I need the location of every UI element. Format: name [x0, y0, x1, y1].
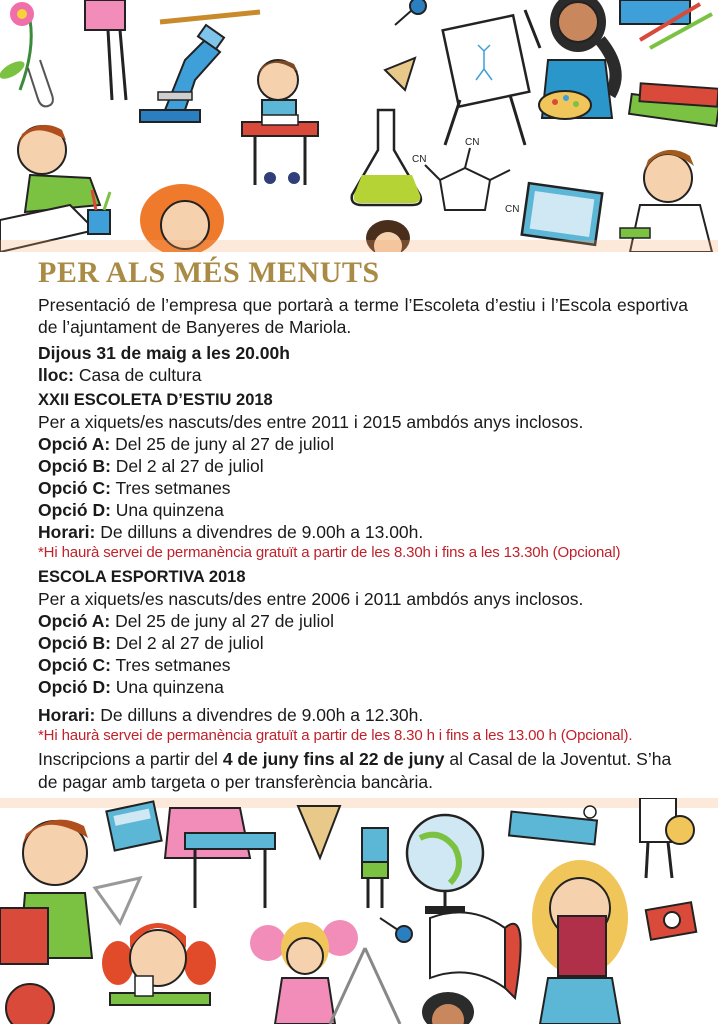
option-label: Opció C:	[38, 655, 111, 675]
escoleta-option-b	[38, 455, 688, 477]
option-value: Del 2 al 27 de juliol	[115, 633, 264, 653]
top-illustration	[0, 0, 718, 252]
registration-dates: 4 de juny fins al 22 de juny	[222, 749, 445, 769]
school-kids-illustration-top	[0, 0, 718, 252]
escoleta-option-d	[38, 499, 688, 521]
esportiva-option-b	[38, 632, 688, 654]
option-value: Del 2 al 27 de juliol	[115, 456, 264, 476]
option-value: Una quinzena	[115, 677, 224, 697]
schedule-value: De dilluns a divendres de 9.00h a 12.30h.	[100, 705, 424, 725]
option-value: Una quinzena	[115, 500, 224, 520]
presentation-date-text: Dijous 31 de maig a les 20.00h	[38, 343, 290, 363]
presentation-date	[38, 342, 688, 364]
escoleta-schedule	[38, 521, 688, 543]
option-label: Opció A:	[38, 434, 111, 454]
option-label: Opció B:	[38, 456, 111, 476]
registration-prefix: Inscripcions a partir del	[38, 749, 223, 769]
place-value: Casa de cultura	[78, 365, 202, 385]
calculator-icon	[106, 801, 161, 850]
option-label: Opció D:	[38, 677, 111, 697]
place-label: lloc:	[38, 365, 74, 385]
schedule-value: De dilluns a divendres de 9.00h a 13.00h.	[100, 522, 424, 542]
blonde-girl-figure	[532, 860, 628, 1024]
clock-icon	[6, 984, 54, 1024]
registration-paragraph	[38, 748, 688, 794]
svg-text:CN: CN	[505, 204, 520, 215]
esportiva-note: *Hi haurà servei de permanència gratuït a partir de les 8.30 h i fins a les 13.00 h (Opcional).	[38, 727, 633, 744]
escoleta-note: *Hi haurà servei de permanència gratuït a partir de les 8.30h i fins a les 13.30h (Opcional)	[38, 544, 621, 561]
school-kids-illustration-bottom	[0, 798, 718, 1024]
option-label: Opció A:	[38, 611, 111, 631]
esportiva-option-d	[38, 676, 688, 698]
page-title: PER ALS MÉS MENUTS	[38, 256, 380, 289]
esportiva-option-a	[38, 610, 688, 632]
esportiva-audience: Per a xiquets/es nascuts/des entre 2006 i 2011 ambdós anys inclosos.	[38, 589, 584, 609]
schedule-label: Horari:	[38, 522, 96, 542]
esportiva-heading: ESCOLA ESPORTIVA 2018	[38, 568, 246, 586]
presentation-place	[38, 364, 688, 386]
escoleta-option-a	[38, 433, 688, 455]
article-body	[38, 256, 688, 794]
option-value: Del 25 de juny al 27 de juliol	[115, 434, 335, 454]
option-value: Tres setmanes	[115, 655, 231, 675]
registration-suffix: al Casal de la Joventut. S’ha de pagar amb targeta o per transferència bancària.	[38, 749, 672, 792]
escoleta-audience: Per a xiquets/es nascuts/des entre 2011 i 2015 ambdós anys inclosos.	[38, 412, 584, 432]
tablet-icon	[522, 183, 603, 245]
escoleta-heading: XXII ESCOLETA D’ESTIU 2018	[38, 391, 273, 409]
svg-text:CN: CN	[412, 154, 427, 165]
bottom-illustration	[0, 798, 718, 1024]
intro-paragraph: Presentació de l’empresa que portarà a terme l’Escoleta d’estiu i l’Escola esportiva de l’ajuntament de Banyeres de Mariola.	[38, 295, 688, 337]
option-label: Opció D:	[38, 500, 111, 520]
escoleta-option-c	[38, 477, 688, 499]
option-label: Opció C:	[38, 478, 111, 498]
option-label: Opció B:	[38, 633, 111, 653]
esportiva-option-c	[38, 654, 688, 676]
schedule-label: Horari:	[38, 705, 96, 725]
option-value: Del 25 de juny al 27 de juliol	[115, 611, 335, 631]
svg-text:CN: CN	[465, 137, 480, 148]
option-value: Tres setmanes	[115, 478, 231, 498]
esportiva-schedule	[38, 704, 688, 726]
